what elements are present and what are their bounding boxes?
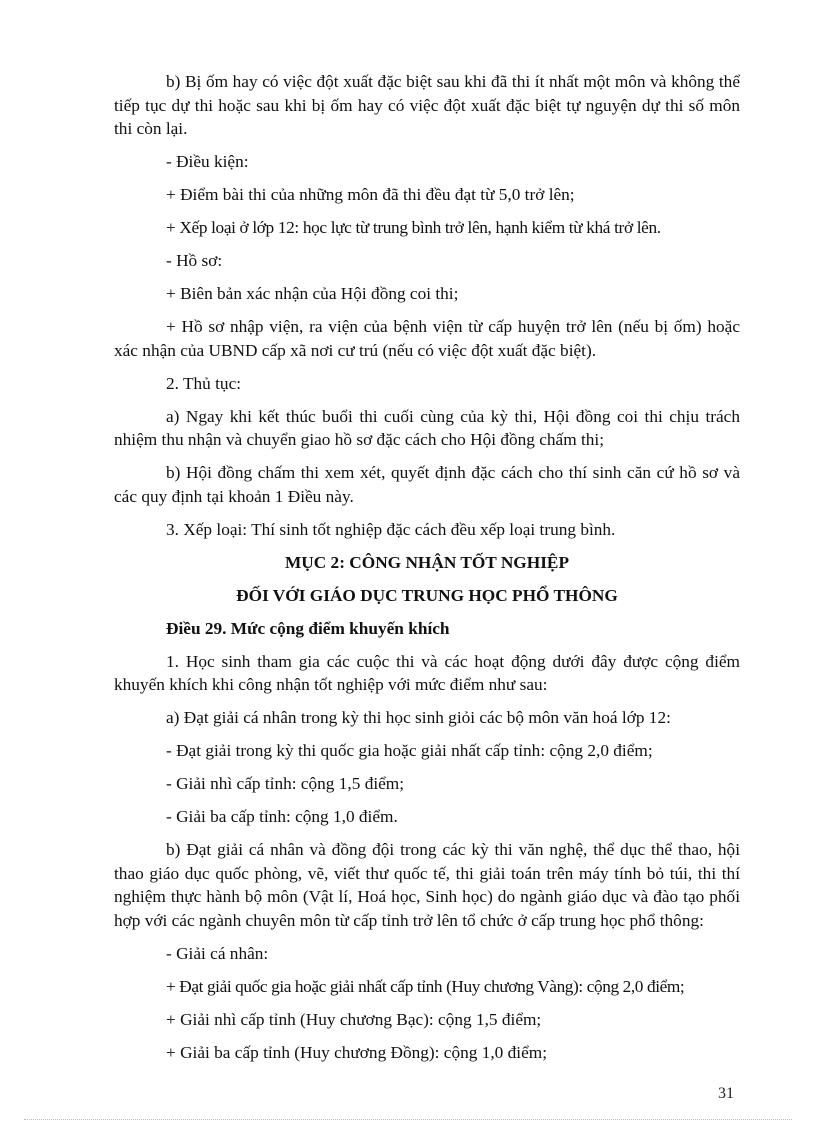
condition-grade12-rating: + Xếp loại ở lớp 12: học lực từ trung bình trở lên, hạnh kiểm từ khá trở lên. [166,218,661,237]
clause-1b: b) Đạt giải cá nhân và đồng đội trong các kỳ thi văn nghệ, thể dục thể thao, hội thao giáo dục quốc phòng, vẽ, viết thư quốc tế, thi giải toán trên máy tính bỏ túi, thi thí nghiệm thực hành bộ môn (Vật lí, Hoá học, Sinh học) do ngành giáo dục và đào tạo phối hợp với các ngành chuyên môn từ cấp tỉnh trở lên tổ chức ở cấp trung học phổ thông: [114,840,740,930]
individual-prize-label: - Giải cá nhân: [166,943,269,963]
page-bottom-divider [24,1119,792,1120]
procedure-b: b) Hội đồng chấm thi xem xét, quyết định đặc cách cho thí sinh căn cứ hồ sơ và các quy định tại khoản 1 Điều này. [114,463,740,506]
paragraph-b-sick-or-emergency: b) Bị ốm hay có việc đột xuất đặc biệt sau khi đã thi ít nhất một môn và không thể tiếp tục dự thi hoặc sau khi bị ốm hay có việc đột xuất đặc biệt tự nguyện dự thi số môn thi còn lại. [114,72,740,138]
section-heading-line1: MỤC 2: CÔNG NHẬN TỐT NGHIỆP [284,552,570,572]
procedure-a: a) Ngay khi kết thúc buổi thi cuối cùng của kỳ thi, Hội đồng coi thi chịu trách nhiệm thu nhận và chuyển giao hồ sơ đặc cách cho Hội đồng chấm thi; [114,406,740,449]
section-heading-line2: ĐỐI VỚI GIÁO DỤC TRUNG HỌC PHỔ THÔNG [236,585,618,605]
article-29-title: Điều 29. Mức cộng điểm khuyến khích [166,618,450,638]
clause-1a-second-prize: - Giải nhì cấp tỉnh: cộng 1,5 điểm; [166,774,405,793]
page-number: 31 [718,1085,734,1102]
individual-gold: + Đạt giải quốc gia hoặc giải nhất cấp tỉnh (Huy chương Vàng): cộng 2,0 điểm; [166,976,685,996]
dossier-label: - Hồ sơ: [166,251,223,270]
page-body [114,70,740,1064]
dossier-invigilation-record: + Biên bản xác nhận của Hội đồng coi thi; [166,284,459,303]
procedure-heading: 2. Thủ tục: [166,373,242,393]
article-29-clause-1: 1. Học sinh tham gia các cuộc thi và các hoạt động dưới đây được cộng điểm khuyến khích khi công nhận tốt nghiệp với mức điểm như sau: [114,651,740,694]
dossier-hospital-records: + Hồ sơ nhập viện, ra viện của bệnh viện từ cấp huyện trở lên (nếu bị ốm) hoặc xác nhận của UBND cấp xã nơi cư trú (nếu có việc đột xuất đặc biệt). [114,317,740,360]
condition-exam-score: + Điểm bài thi của những môn đã thi đều đạt từ 5,0 trở lên; [166,185,575,204]
clause-1a-third-prize: - Giải ba cấp tỉnh: cộng 1,0 điểm. [166,807,398,826]
clause-1a: a) Đạt giải cá nhân trong kỳ thi học sinh giỏi các bộ môn văn hoá lớp 12: [166,708,671,727]
conditions-label: - Điều kiện: [166,152,249,171]
individual-bronze: + Giải ba cấp tỉnh (Huy chương Đồng): cộng 1,0 điểm; [166,1042,547,1062]
individual-silver: + Giải nhì cấp tỉnh (Huy chương Bạc): cộng 1,5 điểm; [166,1009,542,1029]
classification-rule: 3. Xếp loại: Thí sinh tốt nghiệp đặc cách đều xếp loại trung bình. [166,519,616,539]
clause-1a-national-or-first: - Đạt giải trong kỳ thi quốc gia hoặc giải nhất cấp tỉnh: cộng 2,0 điểm; [166,741,653,760]
